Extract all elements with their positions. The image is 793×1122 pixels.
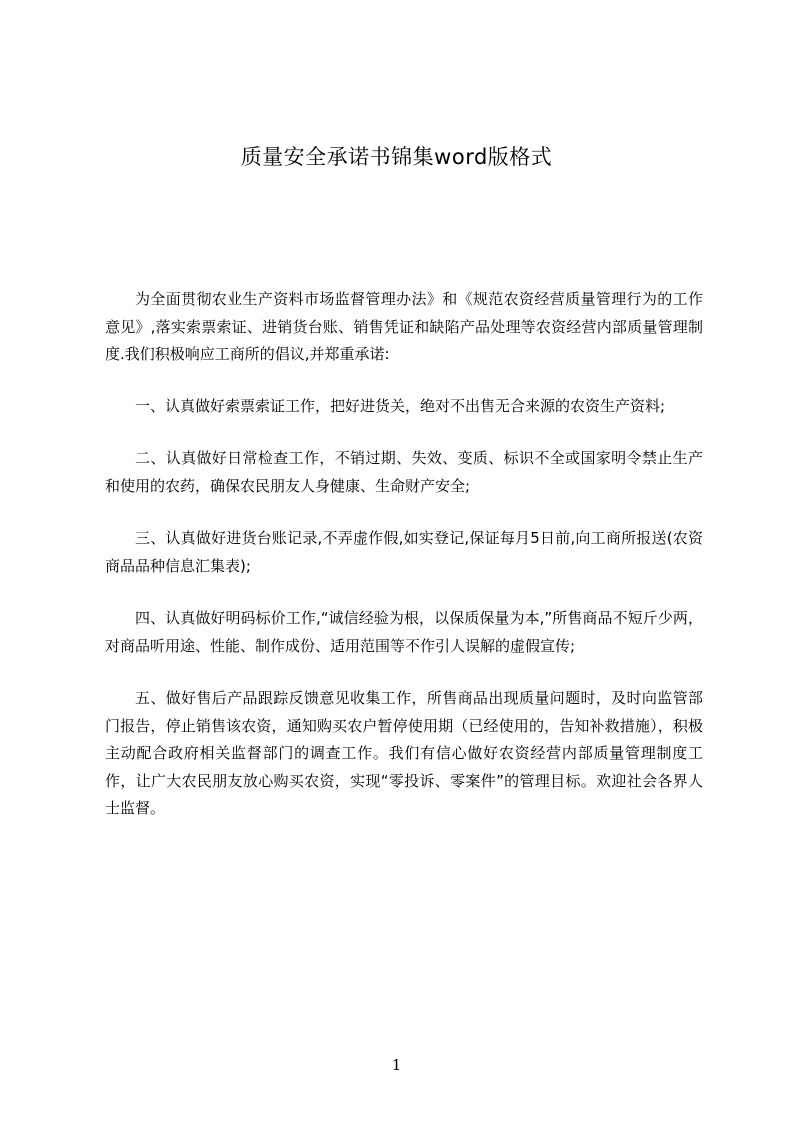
paragraph-pledge-5: 五、做好售后产品跟踪反馈意见收集工作，所售商品出现质量问题时，及时向监管部门报告，停止销售该农资，通知购买农户暂停使用期（已经使用的，告知补救措施），积极主动配合政府相关监督部门的调查工作。我们有信心做好农资经营内部质量管理制度工作，让广大农民朋友放心购买农资，实现“零投诉、零案件”的管理目标。欢迎社会各界人士监督。 [105,689,703,817]
document-body [105,286,703,848]
document-title: 质量安全承诺书锦集word版格式 [240,145,553,169]
paragraph-pledge-2: 二、认真做好日常检查工作，不销过期、失效、变质、标识不全或国家明令禁止生产和使用的农药，确保农民朋友人身健康、生命财产安全; [105,449,703,495]
paragraph-pledge-3: 三、认真做好进货台账记录,不弄虚作假,如实登记,保证每月5日前,向工商所报送(农资商品品种信息汇集表); [105,529,703,575]
page-number: 1 [391,1056,402,1074]
paragraph-pledge-4: 四、认真做好明码标价工作,“诚信经验为根，以保质保量为本,”所售商品不短斤少两，对商品听用途、性能、制作成份、适用范围等不作引人误解的虚假宣传; [105,609,703,655]
paragraph-pledge-1: 一、认真做好索票索证工作，把好进货关，绝对不出售无合来源的农资生产资料; [135,396,666,415]
paragraph-intro: 为全面贯彻农业生产资料市场监督管理办法》和《规范农资经营质量管理行为的工作意见》,落实索票索证、进销货台账、销售凭证和缺陷产品处理等农资经营内部质量管理制度.我们积极响应工商所的倡议,并郑重承诺: [105,290,703,363]
